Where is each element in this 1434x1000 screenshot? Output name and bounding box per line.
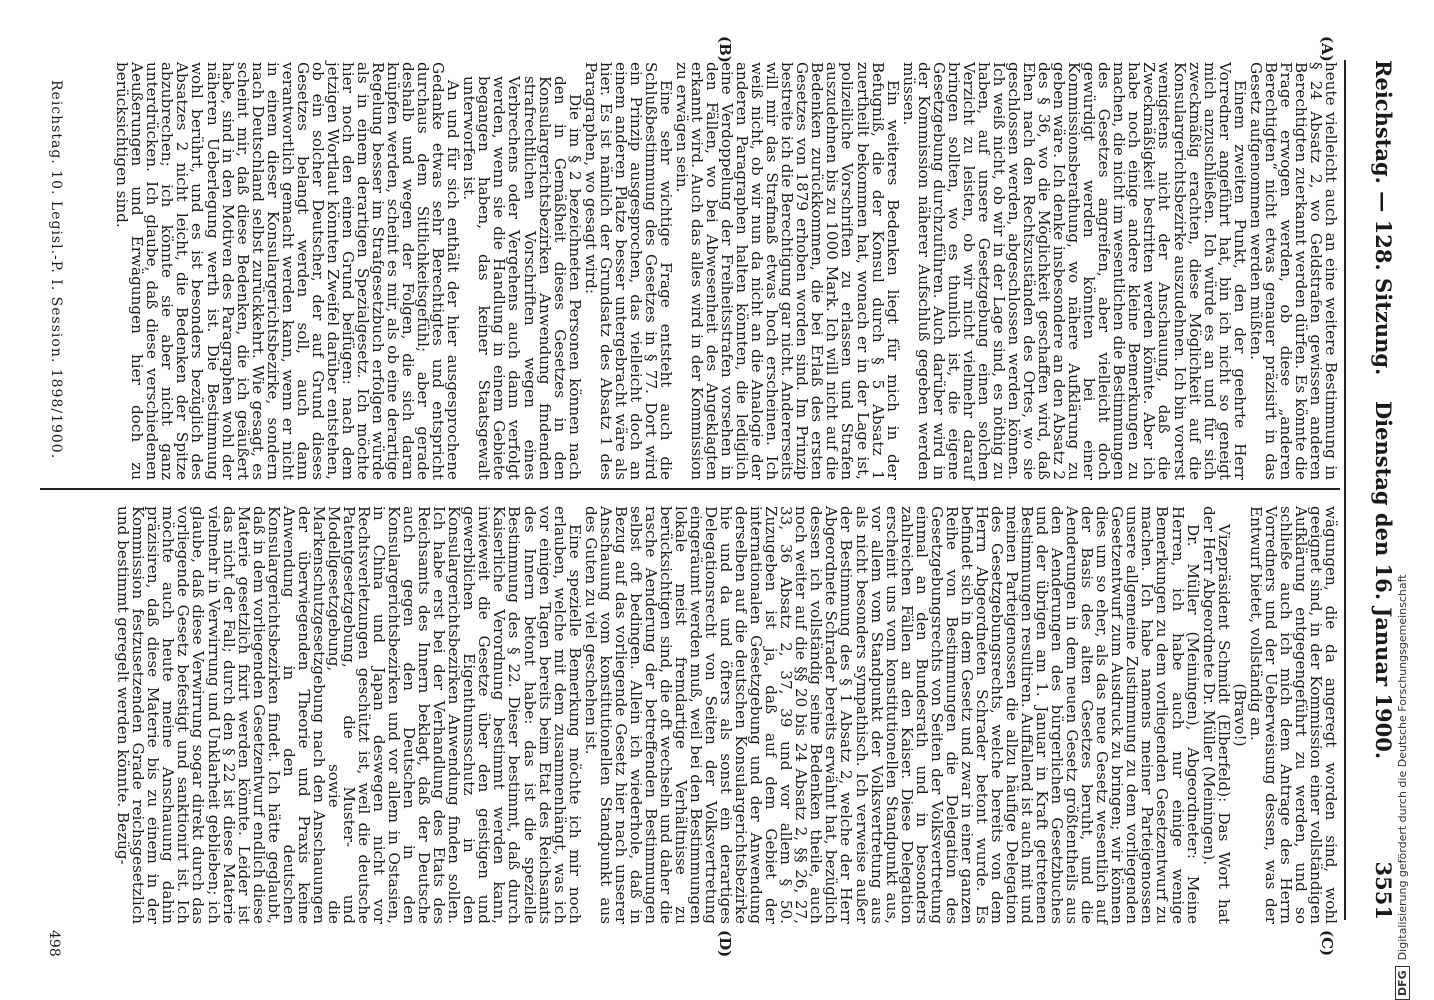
paragraph: Einem zweiten Punkt, den der geehrte Herr Vorredner angeführt hat, bin ich nicht so geneigt mich anzuschließen. Ich würde es an und für sich zweckmäßig erachten, diese Möglichkeit auf die Konsulargerichtsbezirke auszudehnen. Ich bin vorerst wenigstens nicht der Anschauung, daß die Zweckmäßigkeit bestritten werden könnte. Aber ich habe noch einige andere kleine Bemerkungen zu machen, die nicht im wesentlichen die Bestimmungen des Gesetzes angreifen, aber vielleicht doch gewürdigt werden könnten bei einer Kommissionsberathung, wo nähere Aufklärung zu geben wäre. Ich denke insbesondere an den Absatz 2 des § 36, wo die Möglichkeit geschaffen wird, daß Ehen nach den Rechtszuständen des Ortes, wo sie geschlossen werden, abgeschlossen werden können. Ich weiß nicht, ob wir in der Lage sind, es nöthig zu haben, auf unsere Gesetzgebung einen solchen Verzicht zu leisten, ob wir nicht vielmehr darauf bringen sollten, wo es thunlich ist, die eigene Gesetzgebung durchzuführen. Auch darüber wird in der Kommission näherer Aufschluß gegeben werden müssen.	[899, 62, 1249, 481]
header-date: Dienstag den 16. Januar 1900. 3551	[1371, 400, 1396, 920]
speaker-intro: Vizepräsident Schmidt (Elberfeld): Das Wort hat der Herr Abgeordnete Dr. Müller (Meiningen).	[1199, 506, 1233, 924]
margin-marker-a: (A)	[1318, 36, 1336, 62]
paragraph: Dr. Müller (Meiningen), Abgeordneter: Meine Herren, ich habe auch nur einige wenige Bemerkungen zu dem vorliegenden Gesetzentwurf zu machen. Ich habe namens meiner Parteigenossen unsere allgemeine Zustimmung zu dem vorliegenden Gesetzentwurf zum Ausdruck zu bringen; wir können dies um so eher, als das neue Gesetz wesentlich auf der Basis des alten Gesetzes beruht, und die Aenderungen in dem neuen Gesetz größtentheils aus den Aenderungen des bürgerlichen Gesetzbuches und der übrigen am 1. Januar in Kraft getretenen Bestimmungen resultiren. Auffallend ist auch mit und meinen Parteigenossen die allzu häufige Delegation des Gesetzgebungsrechts, welche bereits von dem Herrn Abgeordneten Schrader betont wurde. Es befindet sich in dem Gesetz und zwar in einer ganzen Reihe von Bestimmungen die Delegation des Gesetzgebungsrechts von Seiten der Volksvertretung einmal an den Bundesrath und in besonders zahlreichen Fällen an den Kaiser. Diese Delegation erscheint uns vom konstitutionellen Standpunkt aus, vor allem vom Standpunkt der Volksvertretung aus als nicht besonders sympathisch. Ich verweise außer der Bestimmung des § 1 Absatz 2, welche der Herr Abgeordnete Schrader bereits erwähnt hat, bezüglich dessen ich vollständig seine Bedenken theile, auch noch weiter auf die §§ 20 bis 24 Absatz 2, §§ 26, 27, 33, 36 Absatz 2, 37, 39 und vor allem § 50. Zuzugeben ist ja, daß auf dem Gebiet der internationalen Gesetzgebung und der Anwendung derselben auf die deutschen Konsulargerichtsbezirke hie und da und öfters als sonst ein derartiges Delegationsrecht von Seiten der Volksvertretung eingeräumt werden muß, weil bei den Bestimmungen lokale meist fremdartige Verhältnisse zu berücksichtigen sind, die oft wechseln und daher die rasche Aenderung der betreffenden Bestimmungen selbst oft bedingen. Allein ich wiederhole, daß in Bezug auf das vorliegende Gesetz hier nach unserer Anschauung vom konstitutionellen Standpunkt aus des Guten zu viel geschehen ist.	[581, 506, 1202, 924]
footer-session: Reichstag. 10. Legisl.-P. I. Session. 1898/1900.	[48, 80, 64, 460]
margin-marker-c: (C)	[1318, 930, 1336, 957]
margin-marker-b: (B)	[716, 36, 734, 63]
paragraph: Ein weiteres Bedenken liegt für mich in der Befugniß, die der Konsul durch § 5 Absatz 1 zuertheilt bekommen hat, wonach er in der Lage ist, polizeiliche Vorschriften zu erlassen und Strafen auszudehnen bis zu 1000 Mark. Ich will nicht auf die Bedenken zurückkommen, die bei Erlaß des ersten Gesetzes von 1879 erhoben worden sind. Im Prinzip bestreite ich die Berechtigung gar nicht. Andererseits will mir das Strafmaß etwas hoch erscheinen. Ich weiß nicht, ob wir nun da nicht an die Analogie der anderen Paragraphen halten könnten, die lediglich eine Verdoppelung der Freiheitsstrafen vorsehen in den Fällen, wo bei Abwesenheit des Angeklagten erkannt wird. Auch das alles wird in der Kommission zu erwägen sein.	[672, 62, 902, 480]
paragraph: heute vielleicht auch an eine weitere Bestimmung in § 24 Absatz 2, wo Geldstrafen gewissen anderen Berechtigten zuerkannt werden dürfen. Es könnte die Frage erwogen werden, ob diese „anderen Berechtigten“ nicht etwas genauer präzisirt in das Gesetz aufgenommen werden müßten.	[1246, 62, 1340, 480]
applause-note: (Bravo!)	[1230, 683, 1249, 747]
paragraph: Eine spezielle Bemerkung möchte ich mir noch erlauben, welche mit dem zusammenhängt, was ich vor einigen Tagen bereits beim Etat des Reichsamts des Innern betont habe: das ist die spezielle Bestimmung des § 22. Dieser bestimmt, daß durch Kaiserliche Verordnung bestimmt werden kann, inwieweit die Gesetze über den geistigen und gewerblichen Eigenthumsschutz in den Konsulargerichtsbezirken Anwendung finden sollen. Ich habe erst bei der Verhandlung des Etats des Reichsamts des Innern beklagt, daß der Deutsche auch gegen den Deutschen in den Konsulargerichtsbezirken und vor allem in Ostasien, in China und Japan deswegen nicht vor Rechtsverletzungen geschützt ist, weil die deutsche Patentgesetzgebung, die Muster- und Modellgesetzgebung, sowie die Markenschutzgesetzgebung nach den Anschauungen der überwiegenden Theorie und Praxis keine Anwendung in den deutschen Konsulargerichtsbezirken findet. Ich hätte geglaubt, daß in dem vorliegenden Gesetzentwurf endlich diese Materie gesetzlich fixirt werden könnte. Leider ist das nicht der Fall; durch den § 22 ist diese Materie vielmehr in Verwirrung und Unklarheit geblieben; ich glaube, daß diese Verwirrung sogar direkt durch das vorliegende Gesetz befestigt und sanktionirt ist. Ich möchte auch heute meine Anschauung dahin präzisiren, daß diese Materie bis zu einem in der Kommission festzusetzenden Grade reichsgesetzlich und bestimmt geregelt werden könnte. Bezüg-	[114, 506, 584, 924]
digitization-note	[1395, 0, 1413, 1000]
header-session: Reichstag. — 128. Sitzung.	[1371, 60, 1396, 376]
column-divider	[40, 488, 1340, 490]
left-column	[48, 62, 1338, 480]
quoted-paragraph: Die im § 2 bezeichneten Personen können nach den in Gemäßheit dieses Gesetzes in den Konsulargerichtsbezirken Anwendung findenden strafrechtlichen Vorschriften wegen eines Verbrechens oder Vergehens auch dann verfolgt werden, wenn sie die Handlung in einem Gebiete begangen haben, das keiner Staatsgewalt unterworfen ist.	[460, 76, 584, 480]
footer-page-number: 498	[46, 930, 62, 957]
header-rule	[1344, 60, 1346, 920]
header-page-number: 3551	[1371, 861, 1396, 920]
margin-marker-d: (D)	[716, 930, 734, 958]
right-column	[48, 506, 1338, 924]
paragraph: wägungen, die da angeregt worden sind, wohl geeignet sind, in der Kommission einer vollständigen Aufklärung entgegengeführt zu werden, und so schließe auch ich mich dem Antrage des Herrn Vorredners und der Ueberweisung dessen, was der Entwurf bietet, vollständig an.	[1246, 506, 1340, 924]
paragraph: Eine sehr wichtige Frage entsteht auch die Schlußbestimmung des Gesetzes in § 77. Dort wird ein Prinzip ausgesprochen, das vielleicht doch an einem anderen Platze besser untergebracht wäre als hier. Es ist nämlich der Grundsatz des Absatz 1 des Paragraphen, wo gesagt wird:	[581, 62, 675, 480]
paragraph: An und für sich enthält der hier ausgesprochene Gedanke etwas sehr Berechtigtes und entspricht durchaus dem Sittlichkeitsgefühl; aber gerade deshalb und wegen der Folgen, die sich daran knüpfen werden, scheint es mir, als ob eine derartige Regelung besser im Strafgesetzbuch erfolgen würde als in einem derartigen Spezialgesetz. Ich möchte hier noch den einen Grund beifügen: nach dem jetzigen Wortlaut könnten Zweifel darüber entstehen, ob ein solcher Deutscher, der auf Grund dieses Gesetzes belangt werden soll, auch dann verantwortlich gemacht werden kann, wenn er nicht in einem dieser Konsulargerichtsbezirke, sondern nach Deutschland selbst zurückkehrt. Wie gesagt, es scheint mir, daß diese Bedenken, die ich geäußert habe, sind in den Motiven des Paragraphen wohl der näheren Ueberlegung werth ist. Die Bestimmung wohl berührt, und es ist besonders bezüglich des Absatzes 2 nicht leicht, die Bedenken der Spitze abzubrechen; ich könnte sie aber nicht ganz unterdrücken. Ich glaube, daß diese verschiedenen Aeußerungen und Erwägungen hier doch zu berücksichtigen sind.	[113, 62, 463, 480]
dfg-logo: DFG	[1395, 966, 1410, 1000]
digitization-text: Digitalisierung gefördert durch die Deutsche Forschungsgemeinschaft	[1396, 574, 1409, 961]
